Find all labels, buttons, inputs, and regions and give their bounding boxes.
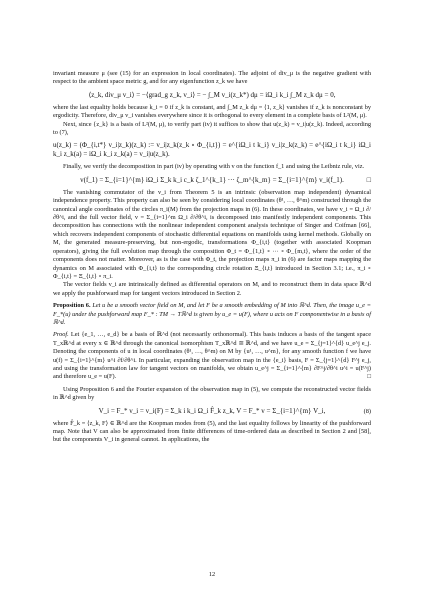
proposition-text: Let u be a smooth vector field on M, and let F be a smooth embedding of M into ℝ^d. Then, the image u_e = F_*(u) under the pushforward map F_* : TM → Tℝ^d is given by u_e = u(F), where u acts on F componentwise in a basis of ℝ^d. (53, 302, 372, 326)
proof-label: Proof. (53, 331, 69, 339)
page-number: 12 (208, 571, 216, 578)
equation-leibniz (53, 176, 371, 185)
qed-symbol-1: □ (366, 175, 371, 184)
paragraph-6: The vector fields v_i are intrinsically defined as differential operators on M, and to reconstruct them in data space ℝ^d we apply the pushforward map for tangent vectors introduced in Section 2. (53, 281, 371, 297)
equation-koopman-text: u(z_k) = (Φ_{i,t*} v_i|z_k)(z_k) := v_i|z_k(z_k ∘ Φ_{i,t}) = e^{iΩ_i t k_i} v_i|z_k(z_k) = e^{iΩ_i t k_i} iΩ_i k_i z_k(a) = iΩ_i k_i z_k(a) = v_i|u(z_k). (53, 141, 371, 159)
proof-text: Let {e_1, …, e_d} be a basis of ℝ^d (not necessarily orthonormal). This basis induces a basis of the tangent space T_xℝ^d at every x ∈ ℝ^d through the canonical isomorphism T_xℝ^d ≅ ℝ^d, and we have u_e = Σ_{j=1}^{d} u_e^j e_j. Denoting the components of u in local coordinates (θ¹, …, θ^m) on M by {u¹, …, u^m}, for any smooth function f we have u(f) = Σ_{i=1}^{m} u^i ∂f/∂θ^i. In particular, expanding the observation map in the {e_i} basis, F = Σ_{j=1}^{d} F^j e_j, and using the transformation law for tangent vectors on manifolds, we obtain u_e^j = Σ_{i=1}^{m} ∂F^j/∂θ^i u^i = u(F^j) and therefore u_e = u(F). (53, 331, 372, 381)
paragraph-3: Next, since {z_k} is a basis of L²(M, μ), to verify part (iv) it suffices to show that u(z_k) = v_i|u(z_k). Indeed, according to (7), (53, 120, 371, 137)
equation-adjoint-text: ⟨z_k, div_μ v_i⟩ = −⟨grad_g z_k, v_i⟩ = − ∫_M v_i(z_k*) dμ = iΩ_i k_i ∫_M z_k dμ = 0, (88, 90, 336, 99)
paragraph-4: Finally, we verify the decomposition in part (iv) by operating with v on the function f_1 and using the Leibniz rule, viz. (63, 163, 365, 171)
equation-leibniz-text: v(f_1) = Σ_{i=1}^{m} iΩ_i Σ_k k_i c_k ζ_1^{k_1} ··· ζ_m^{k_m} = Σ_{i=1}^{m} v_i(f_1). (80, 175, 344, 184)
proposition-6 (53, 302, 371, 327)
paragraph-1: invariant measure μ (see (15) for an expression in local coordinates). The adjoint of div_μ is the negative gradient with respect to the ambient space metric g, and for any eigenfunction z_k we have (53, 70, 371, 86)
paragraph-8: where F̂_k = ⟨z_k, F⟩ ∈ ℝ^d are the Koopman modes from (5), and the last equality follows by linearity of the pushforward map. Note that V can also be approximated from finite differences of time-ordered data as described in Section 2 and [58], but the components V_i in general cannot. In applications, the (53, 419, 371, 444)
paragraph-7: Using Proposition 6 and the Fourier expansion of the observation map in (5), we compute the reconstructed vector fields in ℝ^d given by (53, 385, 371, 402)
body-text (53, 70, 371, 445)
equation-reconstruction-text: V_i = F_* v_i = v_i(F) = Σ_k i k_i Ω_i F̂_k z_k, V = F_* v = Σ_{i=1}^{m} V_i, (98, 406, 326, 415)
proposition-label: Proposition 6. (53, 302, 91, 310)
proof (53, 331, 371, 381)
equation-koopman (53, 141, 371, 159)
paragraph-5: The vanishing commutator of the v_i from Theorem 5 is an intrinsic (observation map independent) dynamical independence property. This property can also be seen by considering local coordinates (θ¹, …, θ^m) constructed through the canonical angle coordinates of the circles π_i(M) from the projection maps in (6). In these coordinates, we have v_i = Ω_i ∂/∂θ^i, and the full vector field, v = Σ_{i=1}^m Ω_i ∂/∂θ^i, is decomposed into manifestly independent components. This decomposition has connections with the nonlinear independent component analysis technique of Singer and Coifman [66], which recovers independent components of stochastic differential equations on manifolds using kernel methods. Globally on M, the generated measure-preserving, but non-ergodic, transformations Φ_{i,t} (together with associated Koopman operators), giving the full evolution map through the composition Φ_t = Φ_{1,t} ∘ ··· ∘ Φ_{m,t}, where the order of the components does not matter. Moreover, as is the case with Φ_t, the projection maps π_i in (6) are factor maps mapping the dynamics on M associated with Φ_{i,t} to the corresponding circle rotation Ξ_{i,t} introduced in Section 3.1; i.e., π_i ∘ Φ_{i,t} = Ξ_{i,t} ∘ π_i. (53, 188, 371, 280)
equation-reconstruction (53, 407, 371, 416)
qed-symbol-2: □ (367, 373, 371, 381)
equation-number: (8) (363, 407, 371, 415)
paragraph-2: where the last equality holds because k_i = 0 if z_k is constant, and ∫_M z_k dμ = ⟨1, z_k⟩ vanishes if z_k is nonconstant by ergodicity. Therefore, div_μ v_i vanishes everywhere since it is orthogonal to every element in a complete basis of L²(M, μ). (53, 103, 371, 120)
equation-adjoint (53, 91, 371, 100)
